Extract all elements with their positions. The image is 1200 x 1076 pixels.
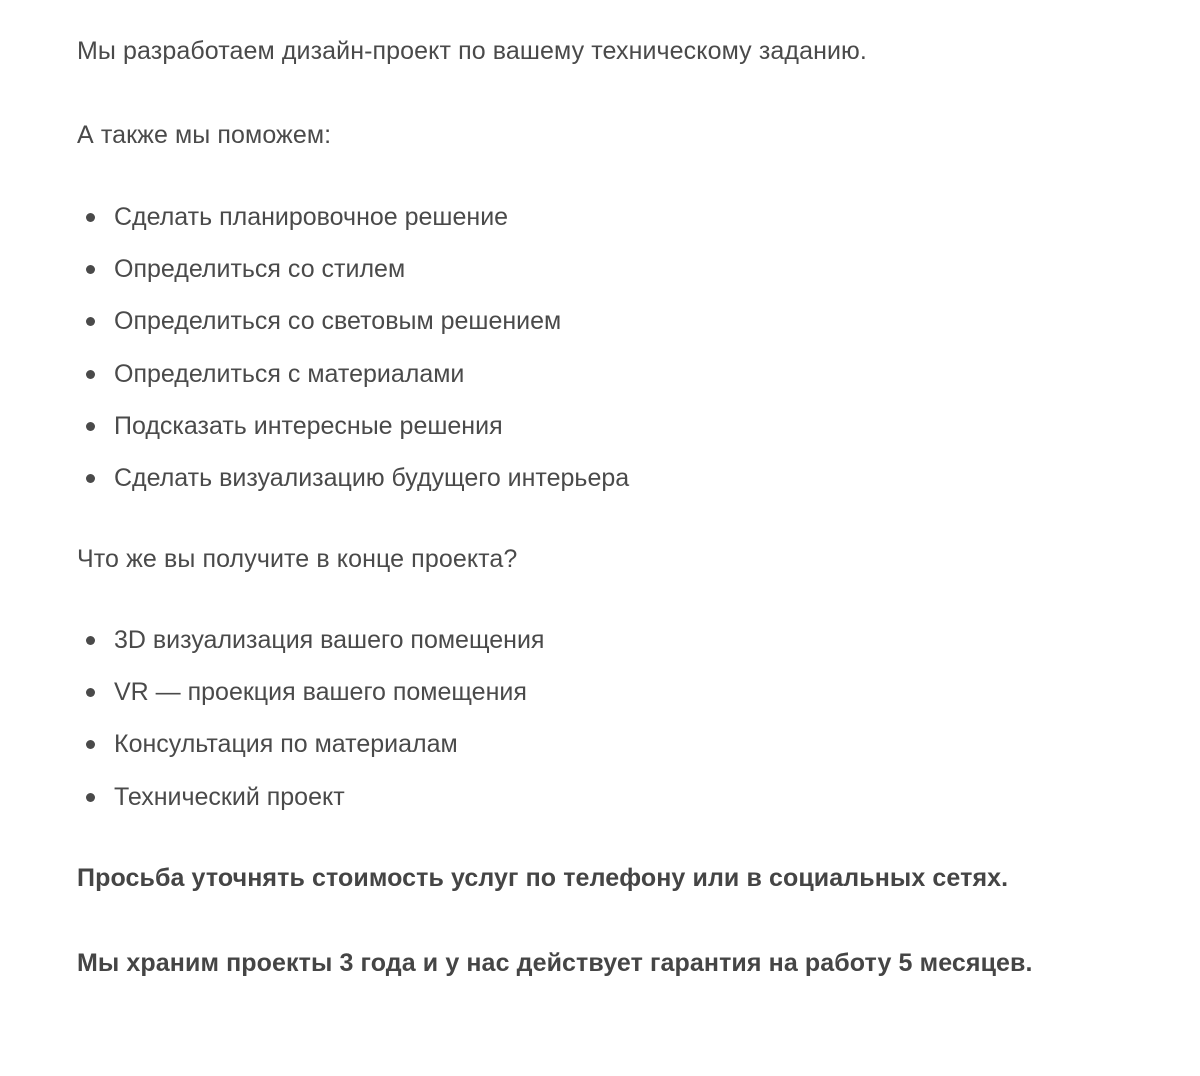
bullet-icon	[86, 740, 95, 749]
bullet-icon	[86, 636, 95, 645]
guarantee-note: Мы храним проекты 3 года и у нас действует гарантия на работу 5 месяцев.	[77, 949, 1033, 977]
price-note: Просьба уточнять стоимость услуг по телефону или в социальных сетях.	[77, 864, 1009, 892]
bullet-icon	[86, 688, 95, 697]
intro-paragraph: Мы разработаем дизайн-проект по вашему техническому заданию.	[77, 37, 867, 65]
result-heading: Что же вы получите в конце проекта?	[77, 545, 518, 573]
help-heading: А также мы поможем:	[77, 121, 332, 149]
bullet-icon	[86, 793, 95, 802]
bullet-icon	[86, 213, 95, 222]
bullet-icon	[86, 317, 95, 326]
bullet-icon	[86, 370, 95, 379]
bullet-icon	[86, 474, 95, 483]
bullet-icon	[86, 422, 95, 431]
bullet-icon	[86, 265, 95, 274]
